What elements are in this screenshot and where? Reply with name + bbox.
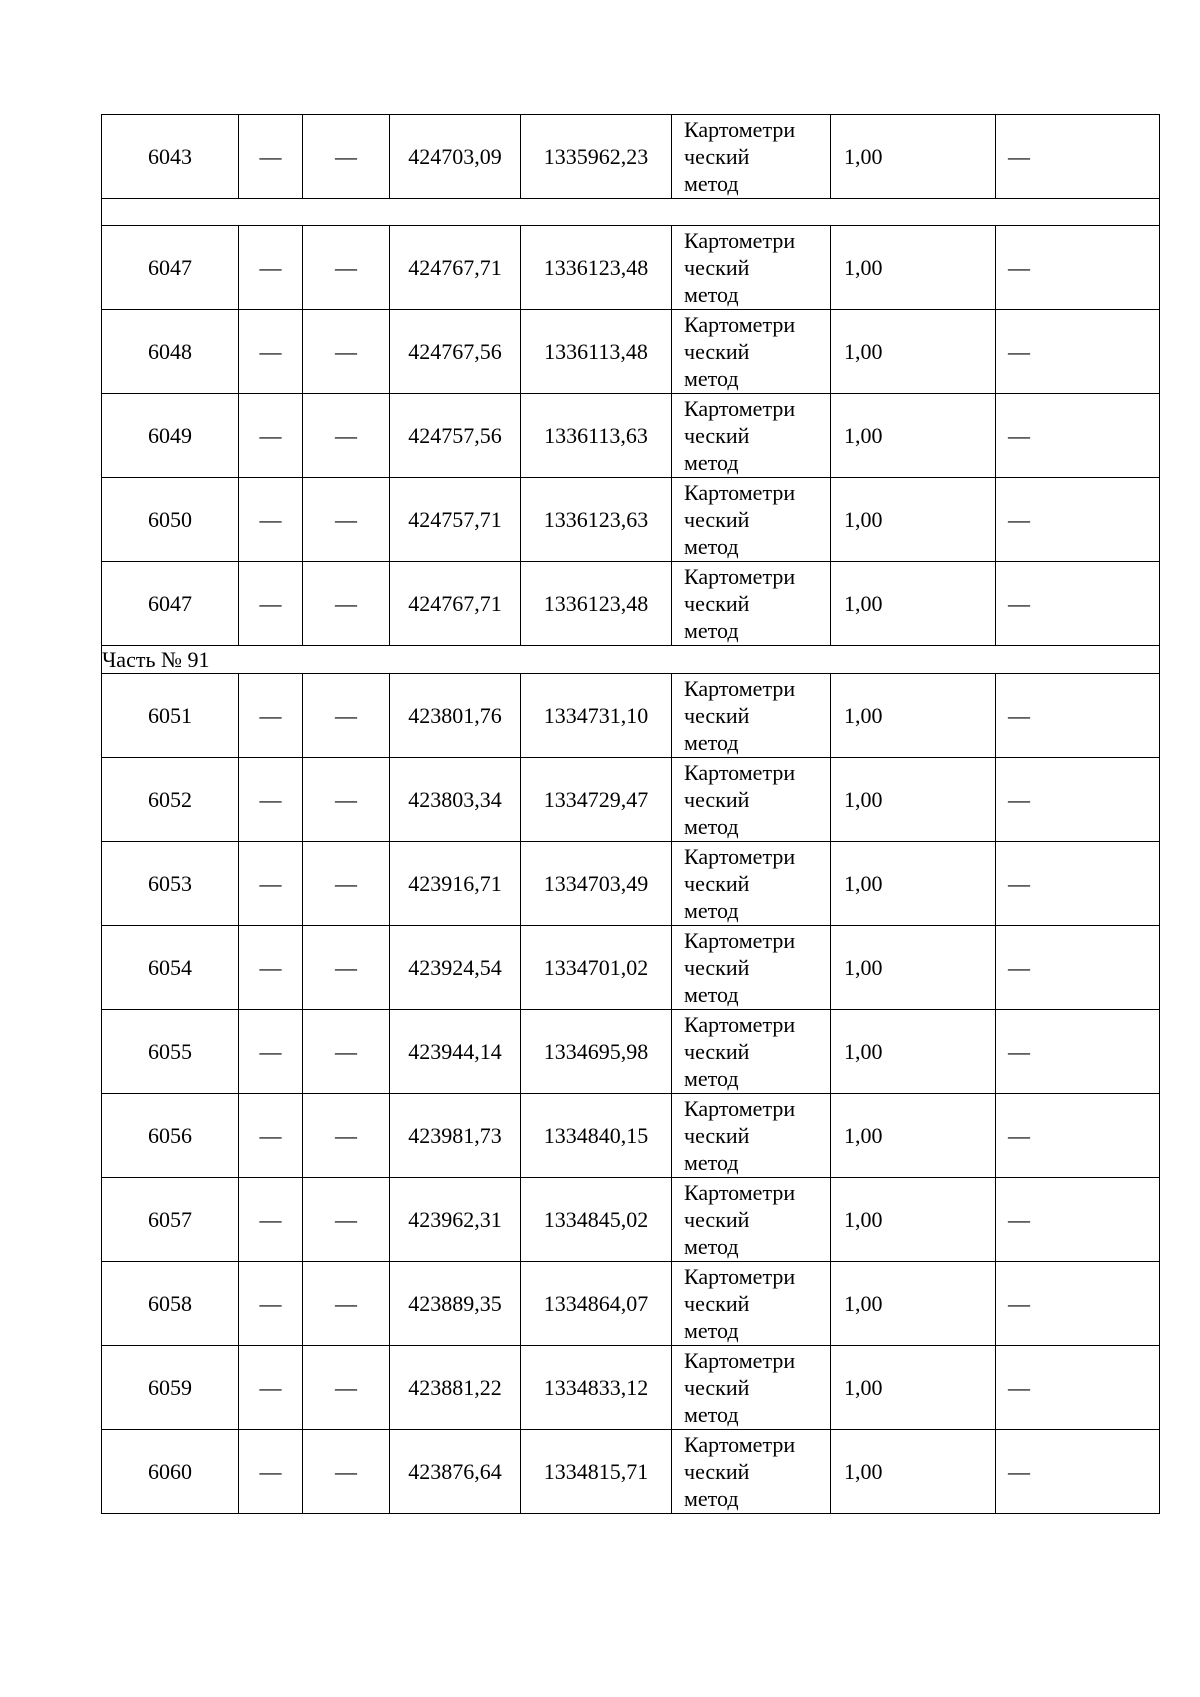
y-coordinate-cell: 1334701,02 bbox=[521, 926, 672, 1010]
table-row bbox=[102, 310, 1160, 394]
dash-cell: — bbox=[303, 394, 390, 478]
accuracy-cell: 1,00 bbox=[831, 562, 996, 646]
dash-cell: — bbox=[303, 115, 390, 199]
y-coordinate-cell: 1334840,15 bbox=[521, 1094, 672, 1178]
point-number-cell: 6047 bbox=[102, 562, 239, 646]
dash-cell: — bbox=[303, 562, 390, 646]
accuracy-cell: 1,00 bbox=[831, 226, 996, 310]
x-coordinate-cell: 423916,71 bbox=[390, 842, 521, 926]
table-row bbox=[102, 926, 1160, 1010]
description-cell: — bbox=[996, 1430, 1160, 1514]
y-coordinate-cell: 1334731,10 bbox=[521, 674, 672, 758]
y-coordinate-cell: 1335962,23 bbox=[521, 115, 672, 199]
dash-cell: — bbox=[303, 478, 390, 562]
method-cell: Картометри ческий метод bbox=[672, 115, 831, 199]
description-cell: — bbox=[996, 926, 1160, 1010]
dash-cell: — bbox=[303, 310, 390, 394]
section-label bbox=[102, 199, 1160, 226]
x-coordinate-cell: 423924,54 bbox=[390, 926, 521, 1010]
x-coordinate-cell: 423889,35 bbox=[390, 1262, 521, 1346]
y-coordinate-cell: 1334845,02 bbox=[521, 1178, 672, 1262]
point-number-cell: 6056 bbox=[102, 1094, 239, 1178]
method-cell: Картометри ческий метод bbox=[672, 674, 831, 758]
x-coordinate-cell: 423876,64 bbox=[390, 1430, 521, 1514]
dash-cell: — bbox=[239, 1430, 303, 1514]
table-row bbox=[102, 842, 1160, 926]
table-row bbox=[102, 1262, 1160, 1346]
dash-cell: — bbox=[239, 394, 303, 478]
accuracy-cell: 1,00 bbox=[831, 310, 996, 394]
accuracy-cell: 1,00 bbox=[831, 1346, 996, 1430]
method-cell: Картометри ческий метод bbox=[672, 226, 831, 310]
method-cell: Картометри ческий метод bbox=[672, 1346, 831, 1430]
x-coordinate-cell: 423944,14 bbox=[390, 1010, 521, 1094]
table-body bbox=[102, 115, 1160, 1514]
description-cell: — bbox=[996, 1010, 1160, 1094]
description-cell: — bbox=[996, 478, 1160, 562]
dash-cell: — bbox=[303, 926, 390, 1010]
x-coordinate-cell: 423962,31 bbox=[390, 1178, 521, 1262]
x-coordinate-cell: 423803,34 bbox=[390, 758, 521, 842]
dash-cell: — bbox=[239, 226, 303, 310]
method-cell: Картометри ческий метод bbox=[672, 1430, 831, 1514]
dash-cell: — bbox=[239, 674, 303, 758]
accuracy-cell: 1,00 bbox=[831, 926, 996, 1010]
dash-cell: — bbox=[239, 1094, 303, 1178]
point-number-cell: 6053 bbox=[102, 842, 239, 926]
description-cell: — bbox=[996, 1178, 1160, 1262]
dash-cell: — bbox=[239, 1178, 303, 1262]
description-cell: — bbox=[996, 758, 1160, 842]
dash-cell: — bbox=[239, 562, 303, 646]
section-header-row bbox=[102, 646, 1160, 674]
x-coordinate-cell: 424767,56 bbox=[390, 310, 521, 394]
dash-cell: — bbox=[239, 310, 303, 394]
description-cell: — bbox=[996, 310, 1160, 394]
dash-cell: — bbox=[239, 926, 303, 1010]
point-number-cell: 6057 bbox=[102, 1178, 239, 1262]
description-cell: — bbox=[996, 842, 1160, 926]
method-cell: Картометри ческий метод bbox=[672, 562, 831, 646]
table-row bbox=[102, 226, 1160, 310]
y-coordinate-cell: 1334833,12 bbox=[521, 1346, 672, 1430]
x-coordinate-cell: 424757,56 bbox=[390, 394, 521, 478]
x-coordinate-cell: 423801,76 bbox=[390, 674, 521, 758]
dash-cell: — bbox=[303, 674, 390, 758]
table-row bbox=[102, 1346, 1160, 1430]
dash-cell: — bbox=[303, 226, 390, 310]
table-row bbox=[102, 1178, 1160, 1262]
dash-cell: — bbox=[303, 842, 390, 926]
description-cell: — bbox=[996, 1094, 1160, 1178]
section-header-row bbox=[102, 199, 1160, 226]
y-coordinate-cell: 1334703,49 bbox=[521, 842, 672, 926]
dash-cell: — bbox=[303, 1178, 390, 1262]
table-row bbox=[102, 394, 1160, 478]
coordinates-table bbox=[101, 114, 1160, 1514]
accuracy-cell: 1,00 bbox=[831, 1094, 996, 1178]
point-number-cell: 6051 bbox=[102, 674, 239, 758]
accuracy-cell: 1,00 bbox=[831, 1430, 996, 1514]
accuracy-cell: 1,00 bbox=[831, 1262, 996, 1346]
dash-cell: — bbox=[303, 1094, 390, 1178]
table-row bbox=[102, 1430, 1160, 1514]
point-number-cell: 6049 bbox=[102, 394, 239, 478]
point-number-cell: 6055 bbox=[102, 1010, 239, 1094]
method-cell: Картометри ческий метод bbox=[672, 1262, 831, 1346]
y-coordinate-cell: 1336123,63 bbox=[521, 478, 672, 562]
accuracy-cell: 1,00 bbox=[831, 478, 996, 562]
description-cell: — bbox=[996, 226, 1160, 310]
accuracy-cell: 1,00 bbox=[831, 115, 996, 199]
x-coordinate-cell: 423881,22 bbox=[390, 1346, 521, 1430]
x-coordinate-cell: 424767,71 bbox=[390, 562, 521, 646]
method-cell: Картометри ческий метод bbox=[672, 842, 831, 926]
x-coordinate-cell: 424767,71 bbox=[390, 226, 521, 310]
method-cell: Картометри ческий метод bbox=[672, 758, 831, 842]
y-coordinate-cell: 1336123,48 bbox=[521, 562, 672, 646]
section-label: Часть № 91 bbox=[102, 646, 1160, 674]
dash-cell: — bbox=[303, 1346, 390, 1430]
method-cell: Картометри ческий метод bbox=[672, 394, 831, 478]
y-coordinate-cell: 1334729,47 bbox=[521, 758, 672, 842]
table-row bbox=[102, 758, 1160, 842]
dash-cell: — bbox=[303, 1262, 390, 1346]
y-coordinate-cell: 1334815,71 bbox=[521, 1430, 672, 1514]
method-cell: Картометри ческий метод bbox=[672, 478, 831, 562]
accuracy-cell: 1,00 bbox=[831, 758, 996, 842]
dash-cell: — bbox=[303, 1430, 390, 1514]
description-cell: — bbox=[996, 562, 1160, 646]
accuracy-cell: 1,00 bbox=[831, 1178, 996, 1262]
table-row bbox=[102, 674, 1160, 758]
point-number-cell: 6058 bbox=[102, 1262, 239, 1346]
description-cell: — bbox=[996, 115, 1160, 199]
table-row bbox=[102, 478, 1160, 562]
dash-cell: — bbox=[239, 758, 303, 842]
dash-cell: — bbox=[303, 758, 390, 842]
y-coordinate-cell: 1334864,07 bbox=[521, 1262, 672, 1346]
dash-cell: — bbox=[239, 1346, 303, 1430]
point-number-cell: 6054 bbox=[102, 926, 239, 1010]
dash-cell: — bbox=[239, 1262, 303, 1346]
method-cell: Картометри ческий метод bbox=[672, 926, 831, 1010]
dash-cell: — bbox=[239, 478, 303, 562]
x-coordinate-cell: 424703,09 bbox=[390, 115, 521, 199]
y-coordinate-cell: 1334695,98 bbox=[521, 1010, 672, 1094]
point-number-cell: 6050 bbox=[102, 478, 239, 562]
dash-cell: — bbox=[239, 115, 303, 199]
table-row bbox=[102, 1094, 1160, 1178]
dash-cell: — bbox=[239, 842, 303, 926]
y-coordinate-cell: 1336113,48 bbox=[521, 310, 672, 394]
point-number-cell: 6060 bbox=[102, 1430, 239, 1514]
method-cell: Картометри ческий метод bbox=[672, 1178, 831, 1262]
description-cell: — bbox=[996, 1346, 1160, 1430]
y-coordinate-cell: 1336123,48 bbox=[521, 226, 672, 310]
point-number-cell: 6052 bbox=[102, 758, 239, 842]
dash-cell: — bbox=[303, 1010, 390, 1094]
y-coordinate-cell: 1336113,63 bbox=[521, 394, 672, 478]
description-cell: — bbox=[996, 394, 1160, 478]
table-row bbox=[102, 1010, 1160, 1094]
accuracy-cell: 1,00 bbox=[831, 674, 996, 758]
point-number-cell: 6043 bbox=[102, 115, 239, 199]
description-cell: — bbox=[996, 674, 1160, 758]
table-row bbox=[102, 115, 1160, 199]
accuracy-cell: 1,00 bbox=[831, 394, 996, 478]
point-number-cell: 6059 bbox=[102, 1346, 239, 1430]
x-coordinate-cell: 423981,73 bbox=[390, 1094, 521, 1178]
table-row bbox=[102, 562, 1160, 646]
description-cell: — bbox=[996, 1262, 1160, 1346]
method-cell: Картометри ческий метод bbox=[672, 310, 831, 394]
x-coordinate-cell: 424757,71 bbox=[390, 478, 521, 562]
method-cell: Картометри ческий метод bbox=[672, 1010, 831, 1094]
accuracy-cell: 1,00 bbox=[831, 1010, 996, 1094]
point-number-cell: 6048 bbox=[102, 310, 239, 394]
dash-cell: — bbox=[239, 1010, 303, 1094]
accuracy-cell: 1,00 bbox=[831, 842, 996, 926]
method-cell: Картометри ческий метод bbox=[672, 1094, 831, 1178]
point-number-cell: 6047 bbox=[102, 226, 239, 310]
